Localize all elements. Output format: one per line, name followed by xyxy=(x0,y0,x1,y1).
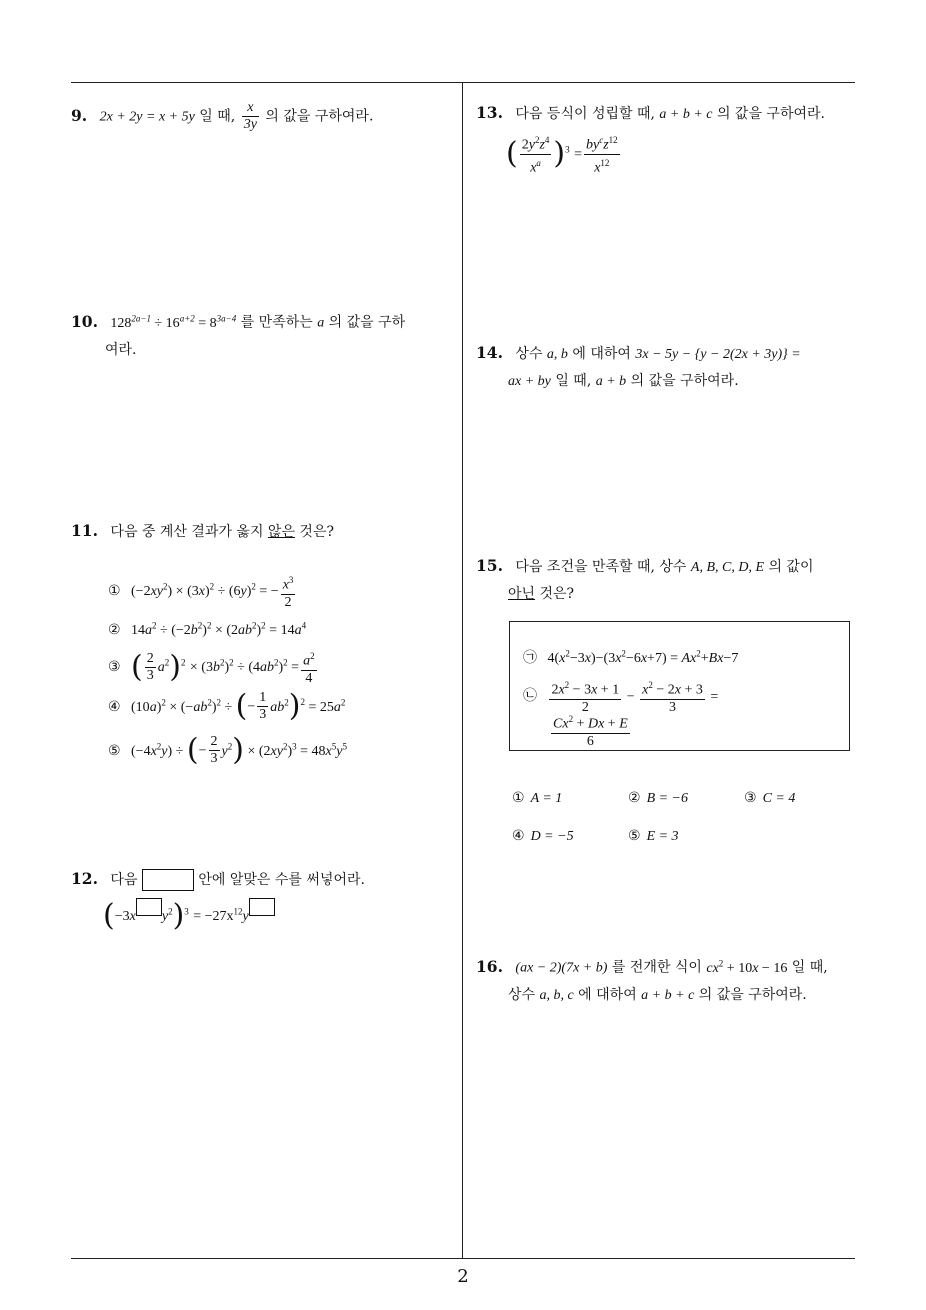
fraction: $\frac{x}{3y}$ xyxy=(243,100,257,132)
question-text: 의 값을 구하 xyxy=(324,314,406,331)
question-number: 16. xyxy=(476,956,503,976)
variables: a, b, c xyxy=(539,987,574,1003)
question-number: 15. xyxy=(476,556,503,575)
question-10 xyxy=(71,305,461,363)
equation: 2x + 2y = x + 5y xyxy=(99,109,195,125)
option-mark: ② xyxy=(628,790,641,806)
option-5[interactable]: ⑤ $(-4x^2y)$ ÷ (− $\frac{2}{3}$ $y^2) \times (2xy^2)^3 = 48x^5y^5$ xyxy=(108,732,347,768)
q15-option-3[interactable] xyxy=(744,790,795,807)
question-text: 일 때, xyxy=(194,108,240,125)
question-text: 에 대하여 xyxy=(573,986,642,1003)
bottom-rule xyxy=(71,1258,855,1259)
question-13 xyxy=(476,100,825,128)
option-mark: ③ xyxy=(108,659,121,676)
condition-2-rhs: $\frac{Cx^2 + Dx + E}{6}$ xyxy=(549,711,632,750)
condition-2: ㉡ $\frac{2x^2 - 3x + 1}{2}$ − $\frac{x^2 - 2x + 3}{3}$ = xyxy=(523,677,718,716)
condition-1: ㉠ $4(x^2-3x)-(3x^2-6x+7) = Ax^2+Bx-7$ xyxy=(523,648,739,666)
option-text: B = −6 xyxy=(646,791,689,806)
question-text: 다음 조건을 만족할 때, 상수 xyxy=(515,559,691,575)
q15-option-5[interactable] xyxy=(628,828,679,845)
variable: a xyxy=(317,315,325,331)
question-11 xyxy=(71,518,334,545)
question-text: 상수 xyxy=(515,346,547,362)
question-text: 다음 xyxy=(110,872,142,888)
variables: a, b xyxy=(546,347,568,362)
option-1[interactable]: ① $(-2xy^2) \times (3x)^2 \div (6y)^2$ = − $\frac{x^3}{2}$ xyxy=(108,572,297,611)
question-9 xyxy=(71,100,373,133)
option-mark: ④ xyxy=(108,698,121,715)
option-mark: ④ xyxy=(512,828,525,844)
option-mark: ⑤ xyxy=(108,742,121,759)
option-text: A = 1 xyxy=(530,791,563,806)
question-text: 를 전개한 식이 xyxy=(607,959,707,976)
question-text: 의 값을 구하여라. xyxy=(626,373,739,389)
polynomial: $cx^2 + 10x - 16$ xyxy=(706,958,788,976)
condition-mark: ㉠ xyxy=(523,650,537,666)
option-text: D = −5 xyxy=(530,829,574,844)
condition-mark: ㉡ xyxy=(523,688,537,705)
question-12-equation: (−3x $y^2)^3 = -27x^{12}y$ xyxy=(103,898,275,931)
question-number: 9. xyxy=(71,105,88,125)
option-mark: ① xyxy=(512,790,525,806)
question-text: 일 때, xyxy=(787,959,828,976)
underlined-text: 아닌 xyxy=(508,586,536,602)
q15-option-4[interactable] xyxy=(512,828,574,845)
question-text: 안에 알맞은 수를 써넣어라. xyxy=(193,872,365,888)
underlined-text: 않은 xyxy=(267,524,295,540)
question-text: 를 만족하는 xyxy=(236,314,318,331)
question-12 xyxy=(71,866,365,893)
question-text: 에 대하여 xyxy=(567,346,636,362)
question-number: 10. xyxy=(71,311,98,331)
option-text: C = 4 xyxy=(762,791,796,806)
question-number: 11. xyxy=(71,521,98,540)
question-14 xyxy=(476,340,861,395)
equation: $128^{2a-1} \div 16^{a+2} = 8^{3a-4}$ xyxy=(110,313,237,331)
q15-option-1[interactable] xyxy=(512,790,562,807)
question-13-equation: ( $\frac{2y^2z^4}{x^a}$ )$^3$ = $\frac{by^cz^{12}}{x^{12}}$ xyxy=(506,132,622,176)
option-4[interactable]: ④ $(10a)^2 \times (-ab^2)^2$ ÷ (− $\frac{1}{3}$ $ab^2)^2 = 25a^2$ xyxy=(108,688,346,724)
expression: a + b + c xyxy=(641,987,695,1003)
question-15 xyxy=(476,553,861,607)
question-text: 의 값을 구하여라. xyxy=(260,108,374,125)
question-number: 14. xyxy=(476,343,503,362)
top-rule xyxy=(71,82,855,83)
question-text: 다음 등식이 성립할 때, xyxy=(515,106,660,122)
option-mark: ① xyxy=(108,583,121,600)
expression: (ax − 2)(7x + b) xyxy=(515,960,608,976)
question-number: 12. xyxy=(71,869,98,888)
option-mark: ② xyxy=(108,621,121,638)
option-3[interactable]: ③ ( $\frac{2}{3}$ $a^2)^2 \times (3b^2)^2 \div (4ab^2)^2$ = $\frac{a^2}{4}$ xyxy=(108,649,315,686)
expression: a + b xyxy=(595,374,627,389)
option-text: E = 3 xyxy=(646,829,679,844)
column-divider xyxy=(462,83,463,1259)
question-text: 일 때, xyxy=(550,373,596,389)
question-number: 13. xyxy=(476,103,503,122)
equation: 3x − 5y − {y − 2(2x + 3y)} = xyxy=(635,347,801,362)
question-text: 다음 중 계산 결과가 옳지 xyxy=(110,524,268,540)
question-text: 것은? xyxy=(294,524,334,540)
question-text: 의 값을 구하여라. xyxy=(694,986,807,1003)
option-mark: ③ xyxy=(744,790,757,806)
question-text: 의 값이 xyxy=(764,559,814,575)
expression: a + b + c xyxy=(659,107,713,122)
option-mark: ⑤ xyxy=(628,828,641,844)
page-number: 2 xyxy=(457,1266,469,1287)
question-text: 여라. xyxy=(105,341,137,358)
question-16 xyxy=(476,950,861,1009)
equation: ax + by xyxy=(508,374,551,389)
q15-option-2[interactable] xyxy=(628,790,688,807)
variables: A, B, C, D, E xyxy=(690,560,764,575)
option-2[interactable]: ② $14a^2 \div (-2b^2)^2 \times (2ab^2)^2 = 14a^4$ xyxy=(108,620,307,638)
answer-box[interactable] xyxy=(142,869,194,891)
question-text: 의 값을 구하여라. xyxy=(712,106,825,122)
exponent-box[interactable] xyxy=(136,898,162,916)
question-text: 상수 xyxy=(508,986,540,1003)
answer-box[interactable] xyxy=(249,898,275,916)
equation-rhs: = $-27x^{12}y$ xyxy=(193,906,249,924)
question-text: 것은? xyxy=(535,586,575,602)
